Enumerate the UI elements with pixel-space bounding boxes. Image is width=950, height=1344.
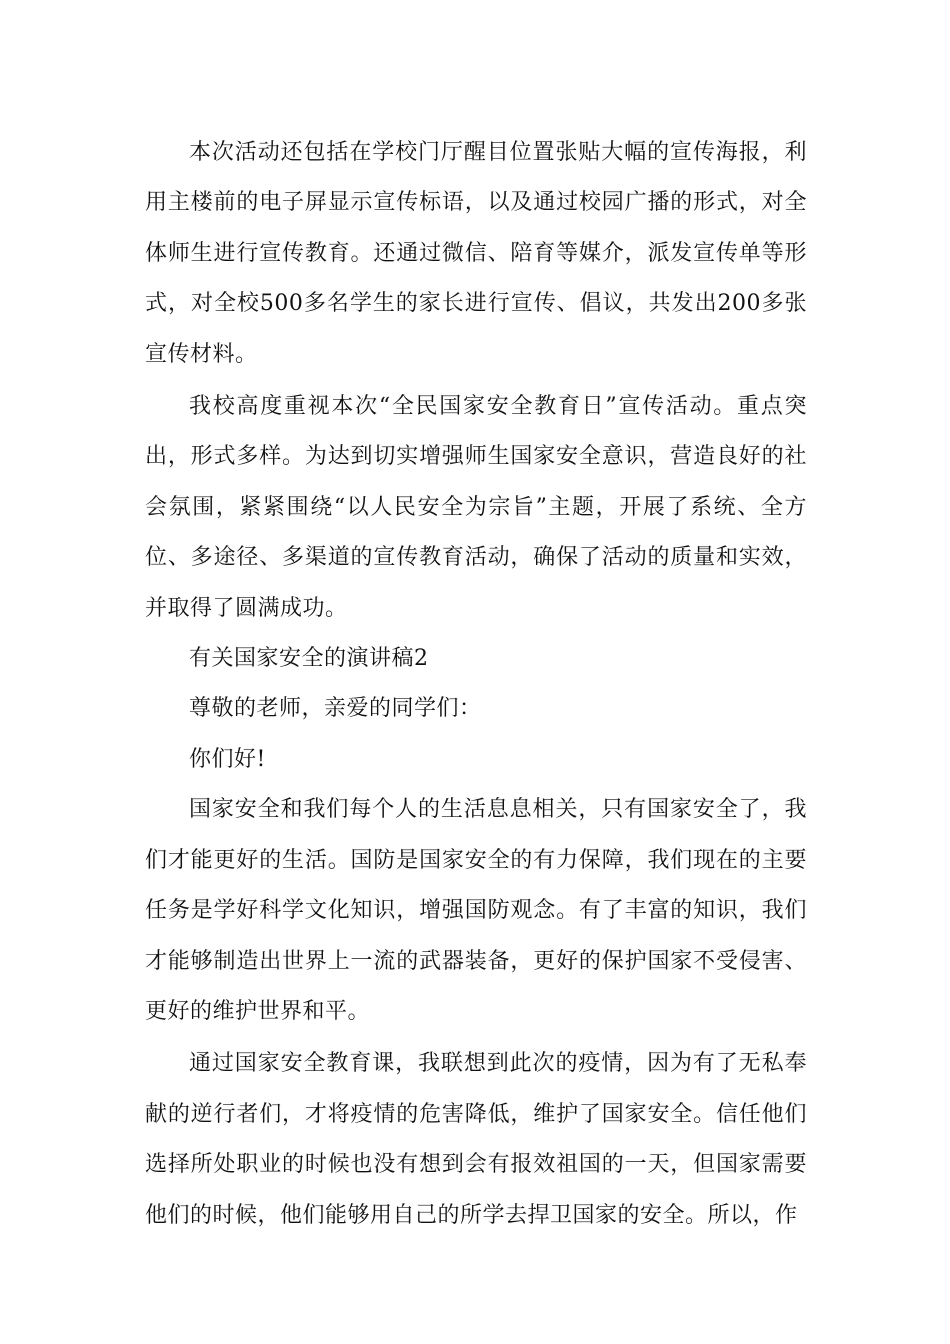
paragraph-school-emphasis: 我校高度重视本次“全民国家安全教育日”宣传活动。重点突出，形式多样。为达到切实增强师生国家安全意识，营造良好的社会氛围，紧紧围绕“以人民安全为宗旨”主题，开展了系统、全方位、多途径、多渠道的宣传教育活动，确保了活动的质量和实效，并取得了圆满成功。 <box>145 394 807 621</box>
speech-salutation: 尊敬的老师，亲爱的同学们： <box>189 696 482 722</box>
document-body <box>145 128 807 1241</box>
speech-title: 有关国家安全的演讲稿2 <box>189 646 429 672</box>
paragraph-national-security-life: 国家安全和我们每个人的生活息息相关，只有国家安全了，我们才能更好的生活。国防是国家安全的有力保障，我们现在的主要任务是学好科学文化知识，增强国防观念。有了丰富的知识，我们才能够制造出世界上一流的武器装备，更好的保护国家不受侵害、更好的维护世界和平。 <box>145 797 807 1024</box>
paragraph-campaign-activities: 本次活动还包括在学校门厅醒目位置张贴大幅的宣传海报，利用主楼前的电子屏显示宣传标语，以及通过校园广播的形式，对全体师生进行宣传教育。还通过微信、陪育等媒介，派发宣传单等形式，对全校500多名学生的家长进行宣传、倡议，共发出200多张宣传材料。 <box>145 140 807 367</box>
speech-greeting: 你们好! <box>189 746 266 772</box>
paragraph-epidemic-reflection: 通过国家安全教育课，我联想到此次的疫情，因为有了无私奉献的逆行者们，才将疫情的危害降低，维护了国家安全。信任他们选择所处职业的时候也没有想到会有报效祖国的一天，但国家需要他们的时候，他们能够用自己的所学去捍卫国家的安全。所以，作 <box>145 1051 807 1228</box>
